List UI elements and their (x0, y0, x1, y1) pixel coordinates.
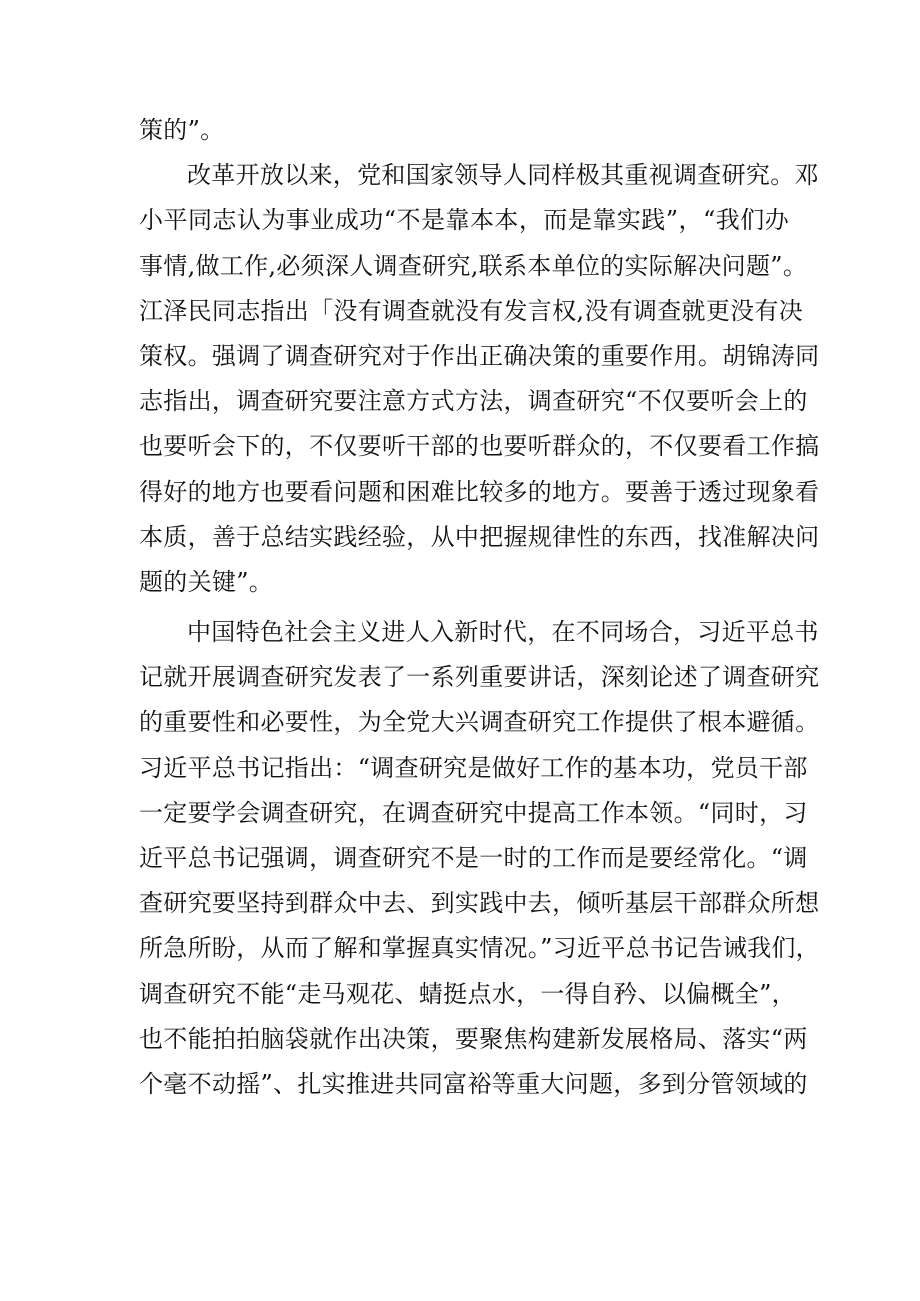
paragraph-2-line-6: 志指出，调查研究要注意方式方法，调查研究“不仅要听会上的 (139, 387, 808, 416)
paragraph-3-line-5: 一定要学会调查研究，在调查研究中提高工作本领。“同时，习 (139, 798, 808, 827)
paragraph-2-line-9: 本质，善于总结实践经验，从中把握规律性的东西，找准解决问 (139, 522, 820, 551)
paragraph-2-line-10: 题的关键”。 (139, 567, 274, 596)
paragraph-2-line-3: 事情,做工作,必须深人调查研究,联系本单位的实际解决问题”。 (139, 251, 808, 280)
paragraph-3-line-1: 中国特色社会主义进人入新时代，在不同场合，习近平总书 (187, 618, 819, 647)
paragraph-3-line-10: 也不能拍拍脑袋就作出决策，要聚焦构建新发展格局、落实“两 (139, 1024, 808, 1053)
paragraph-2-line-4: 江泽民同志指出「没有调查就没有发言权,没有调查就更没有决 (139, 296, 804, 325)
paragraph-2-line-1: 改革开放以来，党和国家领导人同样极其重视调查研究。邓 (187, 161, 819, 190)
paragraph-3-line-2: 记就开展调查研究发表了一系列重要讲话，深刻论述了调查研究 (139, 663, 820, 692)
paragraph-3-line-8: 所急所盼，从而了解和掌握真实情况。”习近平总书记告诫我们， (139, 934, 820, 963)
paragraph-3-line-3: 的重要性和必要性，为全党大兴调查研究工作提供了根本避循。 (139, 708, 820, 737)
paragraph-2-line-5: 策权。强调了调查研究对于作出正确决策的重要作用。胡锦涛同 (139, 341, 820, 370)
paragraph-2-line-8: 得好的地方也要看问题和困难比较多的地方。要善于透过现象看 (139, 477, 820, 506)
paragraph-3-line-9: 调查研究不能“走马观花、蜻挺点水，一得自矜、以偏概全”， (139, 979, 796, 1008)
paragraph-1-line-1: 策的”。 (139, 116, 225, 144)
paragraph-3-line-4: 习近平总书记指出：“调查研究是做好工作的基本功，党员干部 (139, 753, 808, 782)
paragraph-2-line-7: 也要听会下的，不仅要听干部的也要听群众的，不仅要看工作搞 (139, 432, 820, 461)
paragraph-2-line-2: 小平同志认为事业成功“不是靠本本，而是靠实践”，“我们办 (139, 206, 789, 235)
paragraph-3-line-6: 近平总书记强调，调查研究不是一时的工作而是要经常化。“调 (139, 844, 808, 872)
body-text (139, 108, 820, 1107)
paragraph-3-line-7: 查研究要坚持到群众中去、到实践中去，倾听基层干部群众所想 (139, 889, 820, 918)
paragraph-3-line-11: 个毫不动摇”、扎实推进共同富裕等重大问题，多到分管领域的 (139, 1069, 808, 1098)
